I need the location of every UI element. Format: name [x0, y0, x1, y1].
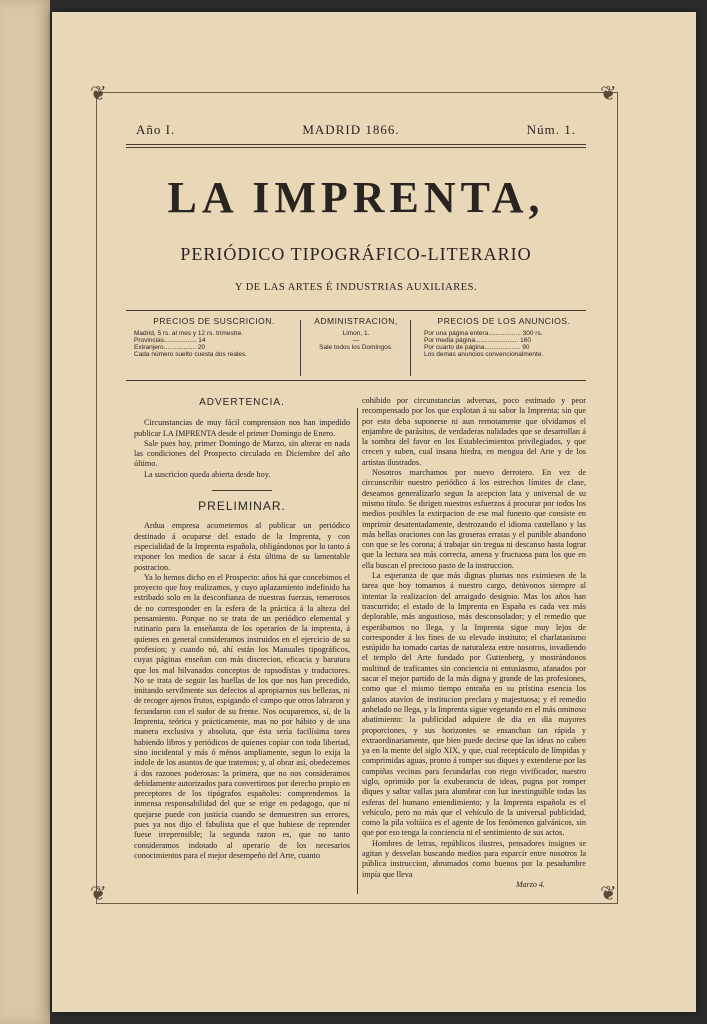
preliminar-paragraph: Ya lo hemos dicho en el Prospecto: años há que concebimos el proyecto que hoy realizamos, y cuyo aplazamiento indefinido ha estribado solo en la desconfianza de nuestras fuerzas, temerosos de no corresponder en la esfera de la práctica á la alteza del pensamiento. Porque no se trata de un periódico elemental y rutinario para la enseñanza de los operarios de la imprenta, á quienes en general consideramos instruidos en el ejercicio de su profesion; y cuando nó, ahí están los Manuales tipográficos, cuyas páginas enseñan con más discrecion, eficacia y baratura que los mal hilvanados conceptos de rapsodistas y traductores. No se trata de seguir las huellas de los que nos han precedido, imitando servilmente sus defectos al apropiarnos sus bellezas, ni de recoger ajenos frutos, espigando el campo que otros labraron y fecundaron con el sudor de su frente. Nos ocuparemos, sí, de la Imprenta, teórica y prácticamente, mas no por hábito y de una manera exclusiva y absoluta, que ésta sería facilísima tarea habiendo libros y periódicos de quienes copiar con toda libertad, sino incidental y más ó ménos ampliamente, segun lo exija la índole de los asuntos de que tratemos; y, al obrar así, obedecemos á dos razones poderosas: la primera, que no nos consideramos debidamente autorizados para convertirnos por derecho propio en preceptores de los tipógrafos españoles: comprendemos la inmensa responsabilidad del que se erige en pedagogo, que ni quejarse puede con justicia cuando se demuestren sus errores, pues ya nos dijo el fabulista que el que hubiese de reprender fuese irreprensible; la segunda razon es, que no tanto consideramos indotado al operario de los necesarios conocimientos para el mejor desempeño del Arte, cuanto — [134, 572, 350, 860]
date-note: Marzo 4. — [516, 880, 545, 889]
administracion-heading: ADMINISTRACION, — [314, 316, 398, 326]
advertencia-paragraph: La suscricion queda abierta desde hoy. — [144, 469, 271, 479]
body-paragraph: Nosotros marchamos por nuevo derrotero. En vez de circunscribir nuestro periódico á los estrechos límites de clase, deseamos generalizarlo segun la acepcion lata y universal de su mismo título. Se dirigen nuestros esfuerzos á procurar por todos los medios posibles la extirpacion de ese mal funesto que consiste en imprimir desatentadamente, destrozando el idioma castellano y las más bellas oraciones con las groseras erratas y el punible abandono con que se les corona; á trabajar sin tregua ni descanso hasta lograr que la lectura sea más correcta, amena y fructuosa para los que en ella buscan el precioso pasto de la instruccion. — [362, 468, 586, 570]
divider — [300, 320, 301, 376]
corner-ornament-icon: ❦ — [90, 83, 107, 105]
administracion-line: Sale todos los Domingos. — [319, 344, 393, 351]
advertencia-paragraph: Sale pues hoy, primer Domingo de Marzo, sin alterar en nada las condiciones del Prospecto circulado en Diciembre del año último. — [134, 438, 350, 469]
page-subtitle: PERIÓDICO TIPOGRÁFICO-LITERARIO — [180, 244, 532, 264]
anuncios-line: Los demas anuncios convencionalmente. — [424, 351, 544, 358]
suscricion-line: Cada número suelto cuesta dos reales. — [134, 351, 248, 358]
column-divider — [357, 408, 358, 894]
body-paragraph: cohibido por circunstancias adversas, poco estimado y peor recompensado por los que explotan á su sabor la Imprenta; sin que por esto deba suponerse ni aun remotamente que olvidamos el enjambre de parásitos, de verdaderas nulidades que se desarrollan á la sombra del favor en los Establecimientos privilegiados, y que crecen y suben, cual insana hiedra, en mengua del Arte y de los artistas ilustrados. — [362, 396, 586, 467]
issue-number: Núm. 1. — [526, 122, 576, 137]
anuncios-box — [424, 318, 584, 376]
body-paragraph: La esperanza de que más dignas plumas nos eximiesen de la tarea que hoy tomamos á nuestro cargo, detúvonos siempre al intentar la realizacion del arraigado designio. Mas los años han trascurrido; el estado de la Imprenta en España es cada vez más deplorable, más angustioso, más desconsolador; y el remedio que esperábamos no llega, y la Imprenta sigue muy lejos de corresponder á los fines de su elevado instituto; el charlatanismo estúpido ha tomado cartas de naturaleza entre nosotros, invadiendo el templo del Arte fundado por Guttenberg, y mostrándonos multitud de traficantes sin conciencia ni entusiasmo, afanados por sacar el mejor partido de la más digna y grande de las profesiones, como que el mismo tiempo entraña en su prístina esencia los galanos atavíos de institucion preclara y majestuosa; y el remedio anhelado no llega, y la Imprenta sigue vegetando en el más ominoso abatimiento: la publicidad adquiere de dia en dia mayores proporciones, y sus horizontes se ensanchan tan rápida y extraordinariamente, que bien puede decirse que las ideas no caben ya en la mente del siglo XIX, y que, cual receptáculo de límpidas y comprimidas aguas, pronto á romper sus diques y extenderse por las campiñas vecinas para fecundarlas con riego vivificador, nuestro siglo, oprimido por la exuberancia de ideas, pugna por romper diques y saltar vallas para alumbrar con luz inextinguible todas las esferas del humano entendimiento; y la Imprenta española es el vehículo, pero no más que el vehículo de la universal publicidad, como la pila voltáica es el agente de los fenómenos galvánicos, sin que por eso tenga la conciencia ni el sentimiento de sus actos. — [362, 571, 586, 838]
divider — [126, 147, 586, 148]
page-title: LA IMPRENTA, — [167, 173, 545, 222]
preliminar-paragraph: Ardua empresa acometemos al publicar un periódico destinado á ocuparse del estado de la Imprenta, y con especialidad de la Imprenta española, obligándonos por lo tanto á exponer los medios de sacar á ésta última de su lamentable postracion. — [134, 521, 350, 572]
advertencia-heading: ADVERTENCIA. — [199, 397, 285, 408]
preliminar-heading: PRELIMINAR. — [198, 499, 286, 514]
newspaper-page — [52, 12, 696, 1012]
administracion-line: Limon, 1. — [342, 330, 370, 337]
divider — [126, 310, 586, 311]
right-column — [362, 396, 586, 880]
divider — [126, 144, 586, 145]
anuncios-line: Por cuarto de página.................... 90 — [424, 344, 530, 351]
divider — [410, 320, 411, 376]
year-label: Año I. — [136, 122, 176, 137]
suscricion-line: Madrid, 5 rs. al mes y 12 rs. trimestre. — [134, 330, 244, 337]
corner-ornament-icon: ❦ — [90, 883, 107, 905]
left-column — [134, 396, 350, 861]
anuncios-line: Por una página entera.................. 300 rs. — [424, 330, 543, 337]
anuncios-heading: PRECIOS DE LOS ANUNCIOS. — [437, 316, 571, 326]
suscricion-line: Provincias.................. 14 — [134, 337, 206, 344]
corner-ornament-icon: ❦ — [600, 83, 617, 105]
book-spine — [0, 0, 50, 1024]
divider — [126, 380, 586, 381]
suscricion-box — [134, 318, 294, 376]
anuncios-line: Por media página........................ 160 — [424, 337, 531, 344]
body-paragraph: Hombres de letras, repúblicos ilustres, pensadores insignes se agitan y desvelan buscando medios para esparcir entre nosotros la pública instruccion, abrumados como buenos por la pesadumbre impía que lleva — [362, 838, 586, 879]
administracion-line: — — [352, 337, 360, 344]
page-subsubtitle: Y DE LAS ARTES É INDUSTRIAS AUXILIARES. — [234, 282, 478, 293]
corner-ornament-icon: ❦ — [600, 883, 617, 905]
masthead-dateline — [136, 122, 576, 138]
administracion-box — [306, 318, 406, 376]
divider — [212, 490, 272, 491]
place-date: MADRID 1866. — [302, 122, 400, 137]
suscricion-heading: PRECIOS DE SUSCRICION. — [153, 316, 275, 326]
advertencia-paragraph: Circunstancias de muy fácil comprension nos han impedido publicar LA IMPRENTA desde el primer Domingo de Enero. — [134, 418, 350, 438]
suscricion-line: Extranjero.................. 20 — [134, 344, 206, 351]
